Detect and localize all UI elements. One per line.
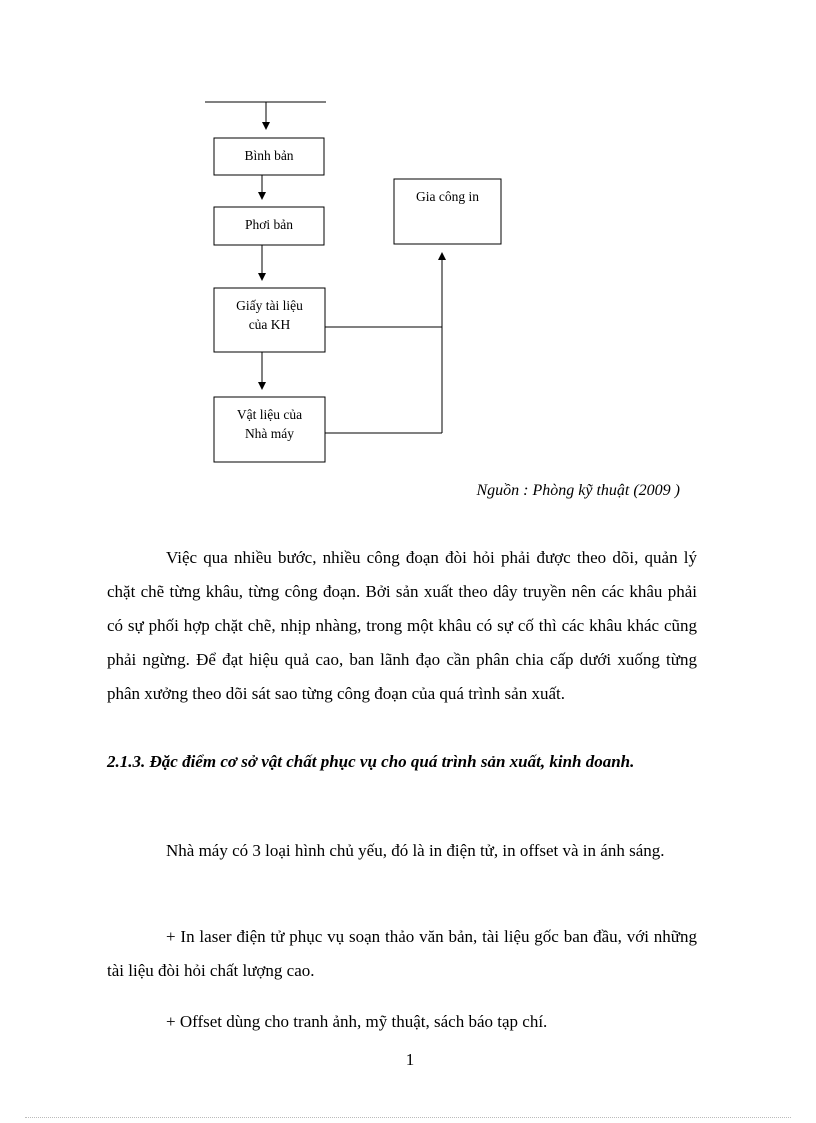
box-label-gia-cong-in: Gia công in (416, 189, 479, 204)
production-flowchart (0, 0, 816, 480)
box-label-vat-lieu: Vật liệu của Nhà máy (236, 407, 303, 441)
box-label-binh-ban: Bình bản (244, 148, 294, 163)
section-heading: 2.1.3. Đặc điểm cơ sở vật chất phục vụ cho quá trình sản xuất, kinh doanh. (107, 752, 635, 771)
paragraph-print-types: Nhà máy có 3 loại hình chủ yếu, đó là in điện tử, in offset và in ánh sáng. (166, 841, 665, 860)
paragraph-offset-printing: + Offset dùng cho tranh ảnh, mỹ thuật, sách báo tạp chí. (166, 1012, 548, 1031)
paragraph-laser-printing: + In laser điện tử phục vụ soạn thảo văn bản, tài liệu gốc ban đầu, với những tài liệu đòi hỏi chất lượng cao. (107, 927, 697, 980)
footer-divider (25, 1117, 791, 1118)
page-number: 1 (405, 1050, 415, 1069)
paragraph-process-management: Việc qua nhiều bước, nhiều công đoạn đòi hỏi phải được theo dõi, quản lý chặt chẽ từng khâu, từng công đoạn. Bởi sản xuất theo dây truyền nên các khâu phải có sự phối hợp chặt chẽ, nhịp nhàng, trong một khâu có sự cố thì các khâu khác cũng phải ngừng. Để đạt hiệu quả cao, ban lãnh đạo cần phân chia cấp dưới xuống từng phân xưởng theo dõi sát sao từng công đoạn của quá trình sản xuất. (107, 548, 697, 703)
box-label-phoi-ban: Phơi bản (244, 217, 293, 232)
box-label-giay-tai-lieu: Giấy tài liệu của KH (236, 298, 303, 332)
source-note: Nguồn : Phòng kỹ thuật (2009 ) (476, 482, 680, 499)
